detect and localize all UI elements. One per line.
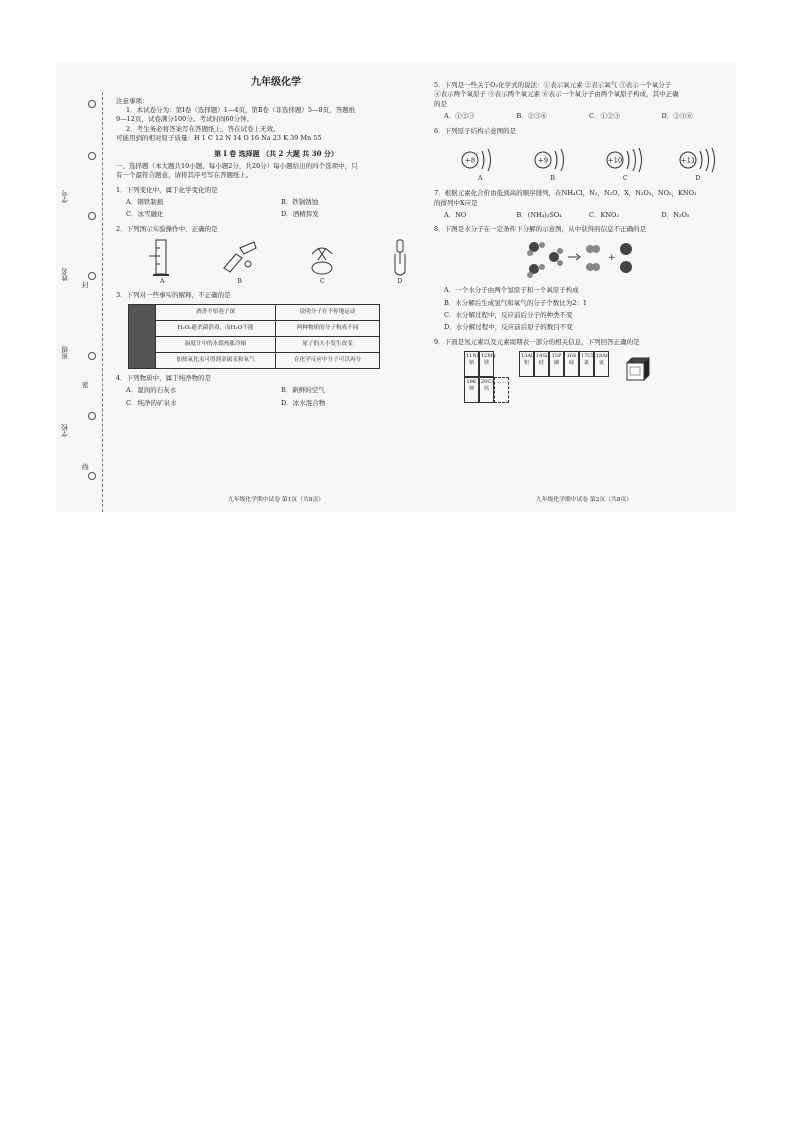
table-cell: 加热氧化汞可得到金属汞和氧气 [156,352,276,368]
instruction-line: 有一个最符合题意，请将其序号写在答题纸上。 [116,171,253,180]
punch-hole-icon [88,272,96,280]
question-stem: 5．下列是一些关于O₂化学式的说法：①表示氧元素 ②表示氧气 ③表示一个氧分子 [434,81,672,89]
punch-hole-icon [88,100,96,108]
element-cell: 20Ca 钙 [479,377,494,403]
option-b: B．水分解后生成氢气和氧气的分子个数比为2：1 [444,298,588,307]
question-stem: 2．下列图示实验操作中，正确的是 [116,224,218,233]
note-line: 2．考生务必将答案写在答题纸上，答在试卷上无效。 [126,124,280,133]
question-3 [116,291,436,368]
option-b: B．铁锅锈蚀 [281,198,319,207]
table-cell: 原子的大小发生改变 [276,336,380,352]
table-cell: 温度计中的水银热胀冷缩 [156,336,276,352]
exam-page-1 [116,62,436,512]
question-4 [116,374,436,408]
figure-label: C [622,175,628,183]
page-footer: 九年级化学期中试卷 第2页（共8页） [535,496,633,503]
question-7 [434,189,734,220]
nucleus-charge: +8 [465,156,476,165]
figure-label: A [478,175,483,183]
table-row [129,320,380,336]
note-line: 1．本试卷分为：第Ⅰ卷（选择题）1—4页，第Ⅱ卷（非选择题）5—8页，答题纸 [126,105,356,114]
atom-structure-icon [459,145,501,175]
table-header-cell [129,304,156,368]
seal-char: 密 [82,381,89,389]
student-number-label: 学号 [61,190,69,203]
figure-b [220,238,260,287]
punch-hole-icon [88,472,96,480]
question-stem: 1．下列变化中，属于化学变化的是 [116,185,218,194]
punch-hole-icon [88,152,96,160]
atom-diagram-d [677,145,719,184]
option-c: C．冰雪融化 [126,210,164,219]
exam-sheet [56,62,736,512]
table-row [129,304,380,320]
atom-structure-icon [677,145,719,175]
option-c: C．①②③ [589,112,620,121]
question-6 [434,127,734,184]
element-cell: 16S 硫 [564,351,579,377]
figure-a [147,238,177,287]
question-5 [434,81,734,122]
option-a: A．钢铁制损 [126,198,164,207]
question-stem-line: 的是 [434,99,447,108]
hand-pouring-icon [220,238,260,278]
atom-diagram-a [459,145,501,184]
question-stem: 9．下面是氖元素以及元素周期表一部分的相关信息，下列回答正确的是 [434,337,640,346]
table-cell: 酒香不怕巷子深 [156,304,276,320]
school-label: 学校 [61,424,69,437]
figure-label: D [397,277,403,285]
table-cell: 在化学反应中分子可以再分 [276,352,380,368]
atom-structure-icon [532,145,574,175]
question-stem: 6．下列原子结构示意图的是 [434,126,517,135]
neon-element-card-icon [625,357,651,383]
option-c: C．KNO₂ [589,210,619,219]
element-cell: 12Mg 镁 [479,351,494,377]
figure-label: A [160,277,165,285]
question-2 [116,225,436,286]
question-stem: 4．下列物质中，属于纯净物的是 [116,373,212,382]
option-b: B．(NH₄)₂SO₄ [516,210,562,219]
exam-page-2 [434,62,734,512]
atom-diagram-c [604,145,646,184]
alcohol-lamp-icon [302,238,342,278]
figure-label: D [695,175,701,183]
figure-label: B [550,175,555,183]
question-stem: 3．下列对一些事实的解释，不正确的是 [116,291,231,300]
option-b: B．②③⑥ [516,112,548,121]
page-footer: 九年级化学期中试卷 第1页（共8页） [227,496,325,503]
figure-label: C [319,277,325,285]
option-a: A．NO [444,210,467,219]
element-cell: 13Al 铝 [519,351,534,377]
name-label: 姓名 [61,268,69,281]
element-cell: 11Na 钠 [464,351,479,377]
option-a: A．一个水分子由两个氢原子和一个氧原子构成 [444,286,579,295]
dashed-cut-line [102,92,103,512]
table-cell: H₂O₂能杀菌消毒，而H₂O不能 [156,320,276,336]
instruction-line: 一、选择题（本大题共10小题，每小题2分，共20分）每小题给出的四个选项中，只 [116,161,358,170]
atom-structure-icon [604,145,646,175]
question-stem: 7．根据元素化合价由低到高的顺序排列，在NH₄Cl，N₂，N₂O，X，N₂O₃，NO₂，KNO₃ [434,189,697,198]
question-9 [434,338,734,403]
element-cell-gap: …… [494,377,509,403]
table-row [129,352,380,368]
question-1 [116,186,436,220]
element-cell: 15P 磷 [549,351,564,377]
seal-char: 线 [82,463,89,471]
punch-hole-icon [88,212,96,220]
exam-title: 九年级化学 [251,77,301,88]
figure-c [302,238,342,287]
option-a: A．湿润的石灰水 [126,386,177,395]
punch-hole-icon [88,352,96,360]
table-cell: 两种物质的分子构成不同 [276,320,380,336]
notes-heading: 注意事项： [116,96,149,105]
nucleus-charge: +11 [680,156,696,165]
element-cell: 17Cl 氯 [579,351,594,377]
punch-hole-icon [88,412,96,420]
atom-diagram-b [532,145,574,184]
seal-char: 封 [82,281,89,289]
graduated-cylinder-icon [147,238,177,278]
svg-text:+: + [608,252,616,263]
test-tube-dropper-icon [385,238,415,278]
option-d: D．水分解过程中，反应前后原子的数目不变 [444,323,573,332]
option-b: B．新鲜的空气 [281,386,325,395]
section-title: 第 Ⅰ 卷 选择题 （共 2 大题 共 30 分） [214,148,338,158]
atomic-masses: 可能用到的相对原子质量：H 1 C 12 N 14 O 16 Na 23 K 39 Mn 55 [116,134,322,143]
option-c: C．纯净的矿泉水 [126,398,177,407]
option-d: D．N₂O₅ [661,210,690,219]
nucleus-charge: +10 [607,156,623,165]
figure-label: B [237,277,242,285]
nucleus-charge: +9 [537,156,548,165]
question-stem-line: 的排列中X应是 [434,198,478,207]
binding-margin [56,62,112,512]
question-stem-line: ④表示两个氧原子 ⑤表示两个氧元素 ⑥表示一个氧分子由两个氧原子构成，其中正确 [434,90,679,99]
element-cell: 19K 钾 [464,377,479,403]
explanation-table [128,304,380,369]
option-a: A．①②③ [444,112,475,121]
table-row [129,336,380,352]
option-d: D．②③⑥ [661,112,693,121]
periodic-table-fragment [464,351,734,403]
question-stem: 8．下图是水分子在一定条件下分解的示意图，从中获得的信息不正确的是 [434,225,647,234]
class-label: 班级 [61,346,69,359]
option-c: C．水分解过程中，反应前后分子的种类不变 [444,311,573,320]
element-cell: 18Ar 氩 [594,351,609,377]
element-cell: 14Si 硅 [534,351,549,377]
question-8 [434,225,734,333]
figure-d [385,238,415,287]
option-d: D．酒精挥发 [281,210,319,219]
water-decomposition-diagram [434,237,734,284]
molecule-diagram-icon [524,237,644,281]
note-line: 9—12页，试卷满分100分。考试时间60分钟。 [116,115,254,124]
option-d: D．冰水混合物 [281,398,326,407]
table-cell: 说明分子在不停地运动 [276,304,380,320]
